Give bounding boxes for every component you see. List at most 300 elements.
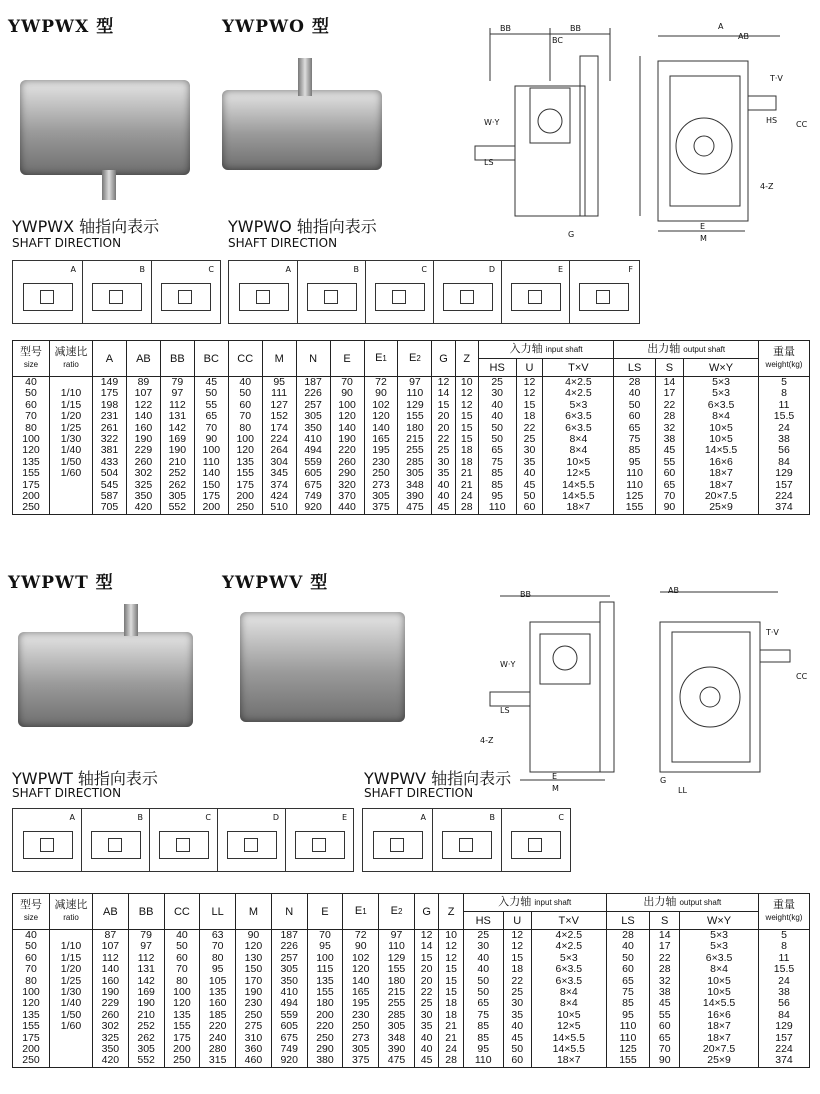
table-cell: 100 — [307, 953, 343, 964]
dir-title-ywpwt: YWPWT 轴指向表示 — [12, 769, 158, 788]
table-cell: 75 — [614, 434, 655, 445]
table-cell: 135 — [13, 457, 50, 468]
table-cell: 264 — [262, 445, 296, 456]
table-row — [13, 941, 810, 952]
table-cell: 120 — [228, 445, 262, 456]
model-title-ywpwx: YWPWX 型 — [8, 17, 115, 37]
table-cell: 5×3 — [684, 388, 759, 399]
table-cell: 310 — [236, 1033, 272, 1044]
table-cell: 185 — [200, 1010, 236, 1021]
table-cell: 15 — [432, 400, 455, 411]
table-cell: 345 — [262, 468, 296, 479]
table-cell: 85 — [463, 1021, 503, 1032]
table-cell: 135 — [200, 987, 236, 998]
table-cell: 559 — [296, 457, 330, 468]
table-row — [13, 502, 810, 514]
table-cell: 120 — [330, 411, 364, 422]
table-cell: 50 — [503, 1044, 531, 1055]
table-cell: 45 — [650, 998, 680, 1009]
table-cell: 150 — [236, 964, 272, 975]
table-cell: 175 — [13, 1033, 50, 1044]
header-col: CC — [164, 894, 200, 930]
header-ratio: 减速比 ratio — [50, 894, 93, 930]
table-cell: 90 — [236, 930, 272, 942]
table-cell: 72 — [364, 377, 398, 389]
table-cell: 4×2.5 — [543, 377, 614, 389]
header-col: G — [432, 341, 455, 377]
table-cell: 72 — [343, 930, 379, 942]
table-cell: 35 — [503, 1010, 531, 1021]
table-cell: 38 — [650, 987, 680, 998]
table-cell: 290 — [330, 468, 364, 479]
table-cell: 381 — [93, 445, 127, 456]
table-cell: 56 — [759, 445, 810, 456]
direction-cell — [217, 809, 286, 871]
table-cell: 18 — [455, 445, 478, 456]
table-cell: 12 — [516, 388, 543, 399]
direction-cell — [151, 261, 220, 323]
table-cell: 60 — [13, 953, 50, 964]
table-cell: 38 — [655, 434, 683, 445]
table-cell: 250 — [236, 1010, 272, 1021]
table-cell: 360 — [236, 1044, 272, 1055]
table-cell: 10×5 — [684, 434, 759, 445]
table-cell: 40 — [614, 388, 655, 399]
table-cell: 21 — [455, 468, 478, 479]
table-cell: 35 — [432, 468, 455, 479]
spec-table-1 — [12, 340, 810, 515]
table-cell: 250 — [307, 1033, 343, 1044]
table-cell: 460 — [236, 1055, 272, 1067]
ratio-cell: 1/25 — [50, 423, 93, 434]
table-cell: 15 — [503, 953, 531, 964]
table-cell: 16×6 — [680, 1010, 759, 1021]
dim-label-z: 4-Z — [760, 182, 774, 191]
ywpwt-shaft — [124, 604, 138, 636]
header-col: E — [330, 341, 364, 377]
table-cell: 60 — [503, 1055, 531, 1067]
table-cell: 165 — [364, 434, 398, 445]
table-cell: 420 — [93, 1055, 129, 1067]
table-cell: 257 — [271, 953, 307, 964]
table-cell: 63 — [200, 930, 236, 942]
table-cell: 14×5.5 — [684, 445, 759, 456]
table-cell: 175 — [93, 388, 127, 399]
table-cell: 100 — [330, 400, 364, 411]
ratio-cell: 1/40 — [50, 445, 93, 456]
table-cell: 90 — [364, 388, 398, 399]
table-cell: 424 — [262, 491, 296, 502]
header-col: N — [271, 894, 307, 930]
table-cell: 350 — [296, 423, 330, 434]
dim-label-bb1: BB — [500, 24, 511, 33]
table-cell: 220 — [307, 1021, 343, 1032]
header-col: N — [296, 341, 330, 377]
header-input-shaft: 入力轴 input shaft — [463, 894, 606, 912]
table-cell: 165 — [343, 987, 379, 998]
table-cell: 250 — [364, 468, 398, 479]
table-cell: 40 — [414, 1033, 438, 1044]
table-cell: 255 — [398, 445, 432, 456]
table-cell: 79 — [160, 377, 194, 389]
table-cell: 12 — [439, 953, 463, 964]
ratio-cell: 1/25 — [50, 976, 93, 987]
table-cell: 140 — [93, 964, 129, 975]
table-cell: 350 — [93, 1044, 129, 1055]
table-cell: 255 — [379, 998, 415, 1009]
direction-letter: E — [557, 265, 563, 274]
table-cell: 18×7 — [543, 502, 614, 514]
table-cell: 190 — [330, 434, 364, 445]
direction-cell — [297, 261, 366, 323]
table-cell: 85 — [614, 445, 655, 456]
table-cell: 18 — [439, 1010, 463, 1021]
table-cell: 100 — [13, 987, 50, 998]
table-cell: 111 — [262, 388, 296, 399]
table-cell: 22 — [414, 987, 438, 998]
table-cell: 70 — [307, 930, 343, 942]
table-cell: 675 — [271, 1033, 307, 1044]
header-col: Z — [439, 894, 463, 930]
table-cell: 60 — [614, 411, 655, 422]
table-cell: 75 — [478, 457, 516, 468]
header-col: A — [93, 341, 127, 377]
table-cell: 40 — [516, 468, 543, 479]
dim-label-cc: CC — [796, 120, 808, 129]
table-cell: 374 — [262, 480, 296, 491]
direction-cell — [82, 261, 152, 323]
table-cell: 110 — [463, 1055, 503, 1067]
table-cell: 14 — [650, 930, 680, 942]
direction-letter: A — [420, 813, 426, 822]
table-cell: 95 — [478, 491, 516, 502]
table-cell: 50 — [463, 976, 503, 987]
table-cell: 190 — [126, 434, 160, 445]
table-cell: 157 — [759, 1033, 810, 1044]
table-cell: 140 — [343, 976, 379, 987]
table-cell: 231 — [93, 411, 127, 422]
table-cell: 60 — [650, 1021, 680, 1032]
table-cell: 390 — [379, 1044, 415, 1055]
table-cell: 20 — [432, 411, 455, 422]
ywpwx-shaft — [102, 170, 116, 200]
table-cell: 85 — [478, 468, 516, 479]
table-cell: 110 — [606, 1033, 650, 1044]
table-cell: 24 — [439, 1044, 463, 1055]
table-cell: 11 — [759, 400, 810, 411]
table-cell: 40 — [432, 480, 455, 491]
table-cell: 45 — [194, 377, 228, 389]
ywpwo-direction-panel — [228, 260, 640, 324]
table-cell: 749 — [271, 1044, 307, 1055]
table-cell: 122 — [126, 400, 160, 411]
dir-title-ywpwx: YWPWX 轴指向表示 — [12, 217, 160, 236]
table-cell: 28 — [439, 1055, 463, 1067]
table-cell: 160 — [126, 423, 160, 434]
table-cell: 65 — [194, 411, 228, 422]
table-cell: 6×3.5 — [543, 423, 614, 434]
table-cell: 140 — [194, 468, 228, 479]
table-cell: 22 — [650, 953, 680, 964]
table-cell: 50 — [614, 400, 655, 411]
table-cell: 20 — [432, 423, 455, 434]
header-input-shaft: 入力轴 input shaft — [478, 341, 614, 359]
table-cell: 348 — [379, 1033, 415, 1044]
header-weight: 重量 weight(kg) — [759, 341, 810, 377]
table-cell: 50 — [228, 388, 262, 399]
table-cell: 8×4 — [543, 434, 614, 445]
table-cell: 112 — [93, 953, 129, 964]
direction-letter: A — [285, 265, 291, 274]
table-cell: 8×4 — [680, 964, 759, 975]
header-col: T×V — [543, 359, 614, 377]
table-cell: 15 — [439, 964, 463, 975]
table-cell: 55 — [194, 400, 228, 411]
header-col: E2 — [398, 341, 432, 377]
table-cell: 305 — [343, 1044, 379, 1055]
model-title-ywpwv: YWPWV 型 — [222, 573, 329, 593]
table-cell: 14×5.5 — [543, 480, 614, 491]
table-cell: 15.5 — [759, 964, 810, 975]
table-cell: 12 — [455, 400, 478, 411]
table-cell: 10×5 — [684, 423, 759, 434]
table-cell: 18 — [439, 998, 463, 1009]
table-cell: 40 — [414, 1044, 438, 1055]
direction-letter: B — [137, 813, 143, 822]
table-cell: 8×4 — [531, 998, 606, 1009]
table-cell: 70 — [330, 377, 364, 389]
table-cell: 140 — [364, 423, 398, 434]
dim-label-ll: LL — [678, 786, 687, 795]
table-cell: 40 — [13, 377, 50, 389]
table-cell: 224 — [759, 1044, 810, 1055]
table-cell: 60 — [516, 502, 543, 514]
table-cell: 45 — [414, 1055, 438, 1067]
dim-label-ab2: AB — [668, 586, 679, 595]
table-cell: 120 — [236, 941, 272, 952]
table-cell: 21 — [439, 1021, 463, 1032]
table-cell: 10 — [439, 930, 463, 942]
table-cell: 50 — [164, 941, 200, 952]
table-cell: 210 — [128, 1010, 164, 1021]
direction-cell — [149, 809, 218, 871]
table-cell: 320 — [330, 480, 364, 491]
table-cell: 224 — [262, 434, 296, 445]
table-cell: 705 — [93, 502, 127, 514]
table-cell: 12 — [439, 941, 463, 952]
table-cell: 15 — [455, 411, 478, 422]
table-cell: 30 — [503, 998, 531, 1009]
table-cell: 85 — [606, 998, 650, 1009]
table-cell: 100 — [13, 434, 50, 445]
table-cell: 21 — [439, 1033, 463, 1044]
table-cell: 8 — [759, 941, 810, 952]
table-cell: 220 — [330, 445, 364, 456]
table-cell: 5×3 — [543, 400, 614, 411]
table-cell: 261 — [93, 423, 127, 434]
table-cell: 25 — [478, 377, 516, 389]
table-cell: 260 — [330, 457, 364, 468]
table-cell: 280 — [200, 1044, 236, 1055]
direction-letter: D — [488, 265, 495, 274]
table-cell: 150 — [194, 480, 228, 491]
model-title-ywpwo: YWPWO 型 — [222, 17, 330, 37]
ratio-cell: 1/20 — [50, 964, 93, 975]
table-cell: 90 — [330, 388, 364, 399]
table-cell: 348 — [398, 480, 432, 491]
direction-letter: C — [205, 813, 211, 822]
table-cell: 45 — [503, 1033, 531, 1044]
table-cell: 30 — [463, 941, 503, 952]
ywpwx-dimension-drawing — [440, 16, 820, 248]
table-cell: 152 — [262, 411, 296, 422]
table-cell: 475 — [379, 1055, 415, 1067]
table-cell: 10×5 — [543, 457, 614, 468]
table-cell: 65 — [606, 976, 650, 987]
table-cell: 130 — [236, 953, 272, 964]
table-cell: 11 — [759, 953, 810, 964]
table-cell: 475 — [398, 502, 432, 514]
table-cell: 112 — [128, 953, 164, 964]
table-cell: 390 — [398, 491, 432, 502]
table-cell: 226 — [296, 388, 330, 399]
direction-cell — [285, 809, 353, 871]
table-row — [13, 976, 810, 987]
direction-cell — [13, 809, 82, 871]
table-cell: 25 — [432, 445, 455, 456]
table-cell: 559 — [271, 1010, 307, 1021]
table-cell: 80 — [164, 976, 200, 987]
table-cell: 200 — [228, 491, 262, 502]
table-cell: 240 — [200, 1033, 236, 1044]
header-col: HS — [463, 912, 503, 930]
ratio-cell: 1/50 — [50, 457, 93, 468]
table-cell: 273 — [343, 1033, 379, 1044]
dim-label-wy: W·Y — [484, 118, 500, 127]
direction-cell — [365, 261, 434, 323]
table-cell: 90 — [343, 941, 379, 952]
dir-title-ywpwo: YWPWO 轴指向表示 — [228, 217, 377, 236]
table-cell: 65 — [463, 998, 503, 1009]
dim-label-ls: LS — [484, 158, 494, 167]
table-cell: 70 — [200, 941, 236, 952]
table-cell: 250 — [343, 1021, 379, 1032]
table-cell: 410 — [271, 987, 307, 998]
table-cell: 65 — [655, 480, 683, 491]
table-cell: 50 — [13, 388, 50, 399]
table-cell: 107 — [126, 388, 160, 399]
direction-cell — [501, 261, 570, 323]
header-col: CC — [228, 341, 262, 377]
table-cell: 102 — [364, 400, 398, 411]
header-col: G — [414, 894, 438, 930]
header-col: HS — [478, 359, 516, 377]
dim-label-tv: T·V — [770, 74, 783, 83]
table-cell: 200 — [164, 1044, 200, 1055]
table-cell: 12 — [503, 941, 531, 952]
table-cell: 24 — [759, 976, 810, 987]
dir-subtitle-ywpwv: SHAFT DIRECTION — [364, 786, 474, 800]
table-cell: 12 — [455, 388, 478, 399]
header-col: U — [503, 912, 531, 930]
ratio-cell: 1/50 — [50, 1010, 93, 1021]
table-cell: 305 — [296, 411, 330, 422]
table-cell: 56 — [759, 998, 810, 1009]
dim-label-cc2: CC — [796, 672, 808, 681]
header-col: BC — [194, 341, 228, 377]
table-cell: 180 — [398, 423, 432, 434]
table-row — [13, 998, 810, 1009]
table-cell: 30 — [516, 445, 543, 456]
table-cell: 157 — [759, 480, 810, 491]
table-cell: 35 — [414, 1021, 438, 1032]
table-cell: 370 — [330, 491, 364, 502]
table-cell: 131 — [160, 411, 194, 422]
ywpwt-photo — [18, 632, 193, 727]
ratio-cell: 1/30 — [50, 434, 93, 445]
table-cell: 155 — [13, 468, 50, 479]
table-row — [13, 1044, 810, 1055]
table-cell: 10×5 — [680, 976, 759, 987]
table-cell: 215 — [379, 987, 415, 998]
table-cell: 605 — [296, 468, 330, 479]
ywpwo-shaft — [298, 58, 312, 96]
table-row — [13, 1055, 810, 1067]
table-cell: 90 — [650, 1055, 680, 1067]
ratio-cell: 1/10 — [50, 388, 93, 399]
table-cell: 90 — [655, 502, 683, 514]
table-cell: 100 — [164, 987, 200, 998]
table-cell: 14×5.5 — [531, 1033, 606, 1044]
table-cell: 510 — [262, 502, 296, 514]
table-cell: 552 — [160, 502, 194, 514]
table-cell: 38 — [759, 987, 810, 998]
table-cell: 55 — [650, 1010, 680, 1021]
table-cell: 224 — [759, 491, 810, 502]
table-cell: 304 — [262, 457, 296, 468]
ywpwt-direction-panel — [12, 808, 354, 872]
table-cell: 142 — [128, 976, 164, 987]
dim-label-bb2: BB — [570, 24, 581, 33]
dim-label-ls2: LS — [500, 706, 510, 715]
table-cell: 749 — [296, 491, 330, 502]
dim-label-bb3: BB — [520, 590, 531, 599]
table-cell: 5×3 — [680, 941, 759, 952]
table-cell: 87 — [93, 930, 129, 942]
table-cell: 149 — [93, 377, 127, 389]
table-cell: 40 — [228, 377, 262, 389]
direction-letter: D — [272, 813, 279, 822]
header-col: M — [236, 894, 272, 930]
table-row — [13, 1021, 810, 1032]
header-model: 型号 size — [13, 894, 50, 930]
table-cell: 131 — [128, 964, 164, 975]
table-cell: 494 — [296, 445, 330, 456]
table-cell: 22 — [432, 434, 455, 445]
ratio-cell: 1/15 — [50, 400, 93, 411]
header-col: W×Y — [684, 359, 759, 377]
table-cell: 135 — [13, 1010, 50, 1021]
table-cell: 325 — [93, 1033, 129, 1044]
table-cell: 10×5 — [531, 1010, 606, 1021]
table-cell: 107 — [93, 941, 129, 952]
table-cell: 273 — [364, 480, 398, 491]
table-cell: 70 — [194, 423, 228, 434]
table-cell: 75 — [606, 987, 650, 998]
table-cell: 15 — [439, 987, 463, 998]
table-cell: 50 — [516, 491, 543, 502]
table-cell: 170 — [236, 976, 272, 987]
